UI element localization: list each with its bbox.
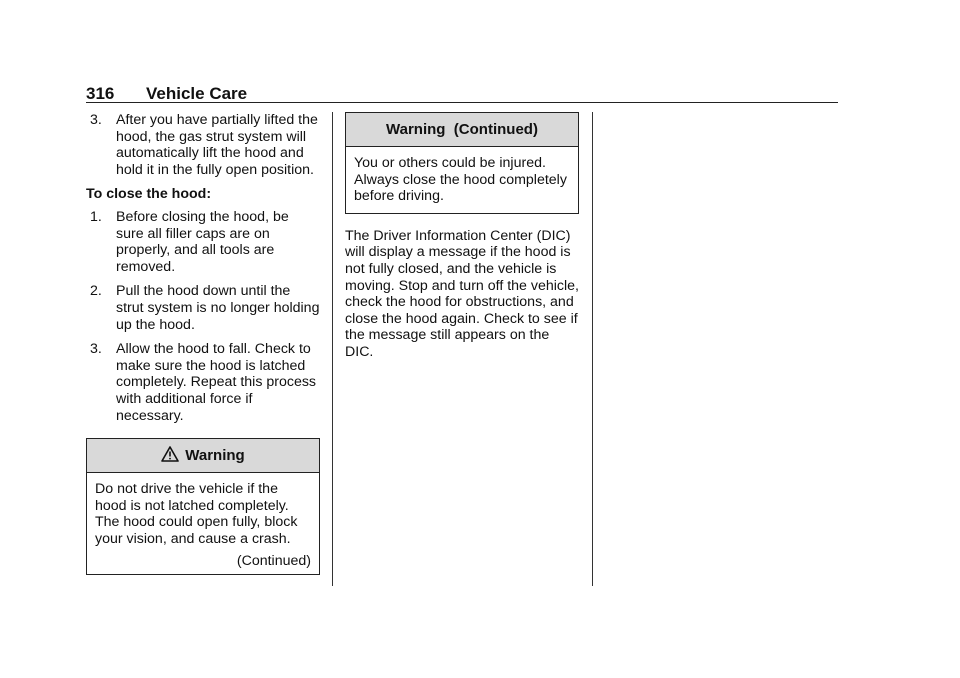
step-number: 3. bbox=[90, 341, 102, 358]
page-number: 316 bbox=[86, 84, 115, 103]
list-item bbox=[86, 341, 320, 424]
dic-paragraph: The Driver Information Center (DIC) will display a message if the hood is not fully closed, and the vehicle is moving. Stop and turn off the vehicle, check the hood for obstructions, and close the hood again. Check to see if the message still appears on the DIC. bbox=[345, 227, 579, 360]
warning-triangle-icon bbox=[161, 441, 179, 474]
warning-continued-box bbox=[345, 112, 579, 214]
close-hood-heading: To close the hood: bbox=[86, 186, 212, 203]
open-steps-list bbox=[86, 112, 320, 178]
column-divider-right bbox=[592, 112, 593, 586]
warning-continued-header: Warning (Continued) bbox=[346, 113, 578, 147]
step-number: 3. bbox=[90, 112, 102, 128]
list-item bbox=[86, 112, 320, 178]
column-divider-left bbox=[332, 112, 333, 586]
warning-title: Warning bbox=[185, 447, 245, 465]
header-rule bbox=[86, 102, 838, 103]
warning-box bbox=[86, 438, 320, 575]
warning-continued-body: You or others could be injured. Always close the hood completely before driving. bbox=[354, 155, 567, 205]
section-title: Vehicle Care bbox=[146, 84, 248, 103]
step-number: 2. bbox=[90, 283, 102, 300]
page-header bbox=[86, 84, 838, 104]
step-text: After you have partially lifted the hood, the gas strut system will automatically lift the hood and hold it in the fully open position. bbox=[116, 112, 318, 178]
list-item bbox=[86, 283, 320, 333]
step-text: Pull the hood down until the strut system is no longer holding up the hood. bbox=[116, 283, 320, 333]
warning-header bbox=[87, 439, 319, 473]
step-text: Before closing the hood, be sure all filler caps are on properly, and all tools are removed. bbox=[116, 208, 289, 275]
step-text: Allow the hood to fall. Check to make sure the hood is latched completely. Repeat this process with additional force if necessary. bbox=[116, 341, 317, 424]
list-item bbox=[86, 209, 320, 275]
column-middle bbox=[345, 112, 579, 361]
warning-body: Do not drive the vehicle if the hood is not latched completely. The hood could open fully, block your vision, and cause a crash. bbox=[95, 481, 298, 547]
column-left bbox=[86, 112, 320, 575]
close-steps-list bbox=[86, 209, 320, 424]
warning-continued: (Continued) bbox=[236, 553, 311, 570]
step-number: 1. bbox=[90, 208, 102, 225]
